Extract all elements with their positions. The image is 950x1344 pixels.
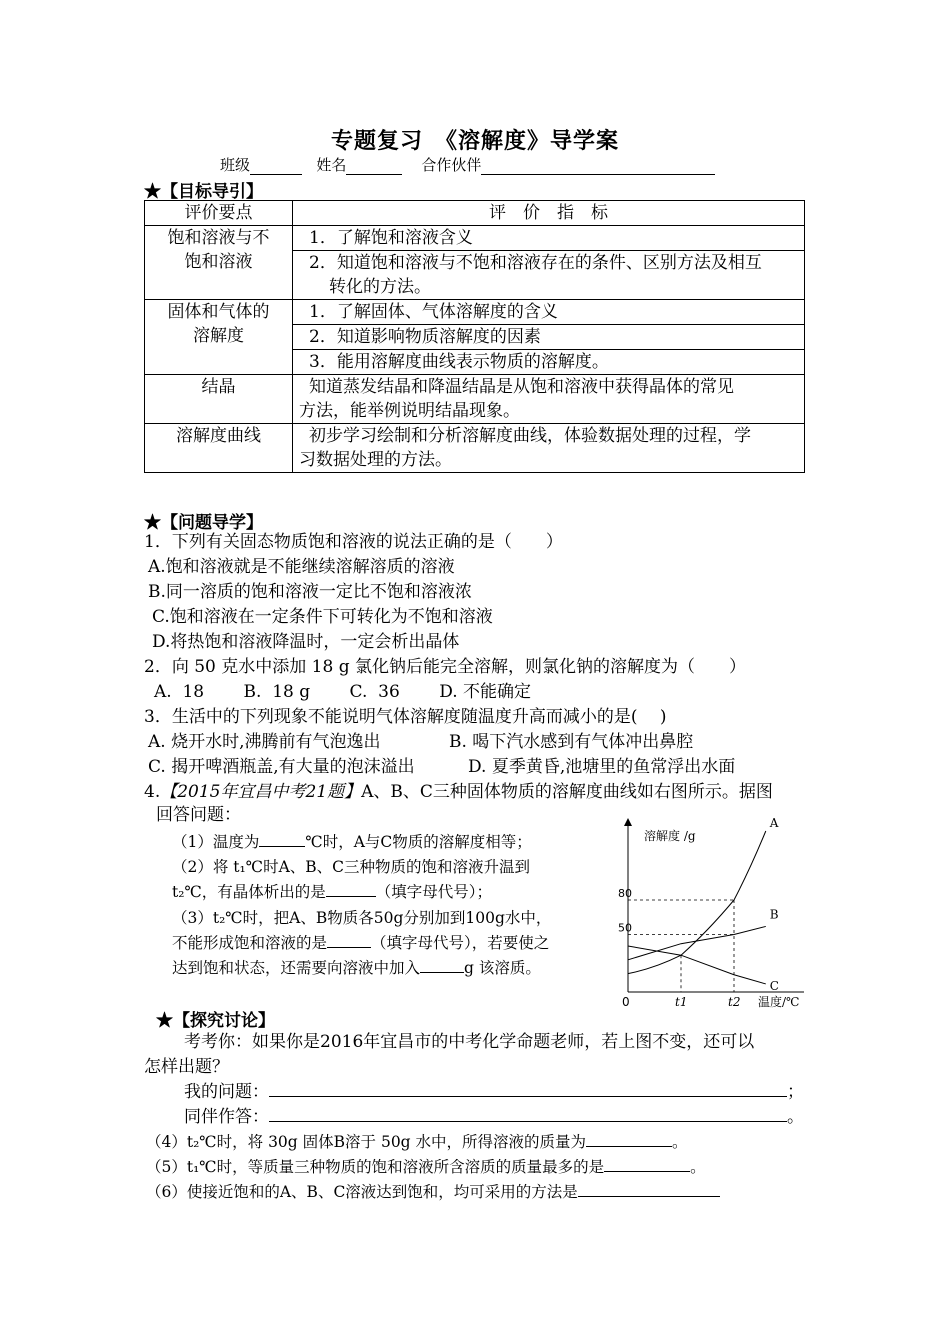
answer-blank[interactable] (604, 1171, 690, 1172)
name-label: 姓名 (316, 156, 347, 174)
partner-answer-blank[interactable] (269, 1121, 787, 1122)
q4-part-2: （2）将 t₁℃时A、B、C三种物质的饱和溶液升温到 (172, 858, 531, 876)
q1-option-d: D.将热饱和溶液降温时，一定会析出晶体 (152, 632, 460, 652)
q4-part-3b: 不能形成饱和溶液的是 （填字母代号），若要使之 (172, 934, 550, 952)
series-a-label: A (769, 816, 779, 830)
table-cell-item: 1．了解饱和溶液含义 (293, 226, 805, 251)
answer-blank[interactable] (578, 1196, 720, 1197)
table-cell-item: 知道蒸发结晶和降温结晶是从饱和溶液中获得晶体的常见 方法，能举例说明结晶现象。 (293, 375, 805, 424)
solubility-chart (608, 814, 808, 1024)
q4-part-4: （4）t₂℃时，将 30g 固体B溶于 50g 水中，所得溶液的质量为 。 (146, 1133, 688, 1151)
table-header-point: 评价要点 (145, 201, 293, 226)
y-tick-label: 50 (618, 921, 632, 935)
series-b-line (628, 926, 766, 959)
series-c-label: C (769, 978, 779, 993)
q4-part-1: （1）温度为 ℃时，A与C物质的溶解度相等； (172, 833, 532, 851)
series-c-line (628, 946, 766, 984)
x-tick-label: t1 (675, 995, 688, 1009)
table-cell-point: 溶解度曲线 (145, 424, 293, 473)
section-explore: ★【探究讨论】 (156, 1011, 275, 1031)
answer-blank[interactable] (259, 846, 305, 847)
q1-option-a: A.饱和溶液就是不能继续溶解溶质的溶液 (148, 557, 455, 577)
q4-part-5: （5）t₁℃时，等质量三种物质的饱和溶液所含溶质的质量最多的是 。 (146, 1158, 706, 1176)
answer-blank[interactable] (420, 972, 464, 973)
meta-row (220, 154, 715, 175)
y-tick-label: 80 (618, 887, 632, 900)
q4-source: 【2015年宜昌中考21题】 (160, 782, 362, 802)
table-cell-item: 初步学习绘制和分析溶解度曲线，体验数据处理的过程，学 习数据处理的方法。 (293, 424, 805, 473)
partner-label: 合作伙伴 (421, 156, 482, 174)
answer-blank[interactable] (327, 947, 371, 948)
x-tick-label: t2 (728, 995, 741, 1009)
q4-part-3c: 达到饱和状态，还需要向溶液中加入 g 该溶质。 (172, 959, 541, 977)
q1-option-b: B.同一溶质的饱和溶液一定比不饱和溶液浓 (148, 582, 472, 602)
q4-part-6: （6）使接近饱和的A、B、C溶液达到饱和，均可采用的方法是 (146, 1180, 720, 1205)
q3-option-b: B. 喝下汽水感到有气体冲出鼻腔 (449, 732, 694, 752)
table-cell-item: 1．了解固体、气体溶解度的含义 (293, 300, 805, 325)
explore-prompt: 考考你：如果你是2016年宜昌市的中考化学命题老师，若上图不变，还可以 (184, 1032, 755, 1052)
q2-options: A. 18 B. 18 g C. 36 D. 不能确定 (154, 682, 532, 702)
q4-part-2b: t₂℃，有晶体析出的是 （填字母代号）； (172, 883, 493, 901)
name-blank[interactable] (346, 160, 402, 175)
series-b-label: B (769, 907, 779, 922)
series-a-line (628, 831, 766, 974)
explore-prompt-2: 怎样出题？ (144, 1057, 229, 1077)
q4-part-3: （3）t₂℃时，把A、B物质各50g分别加到100g水中， (172, 909, 552, 927)
table-cell-point: 固体和气体的溶解度 (145, 300, 293, 375)
table-header-indicator: 评 价 指 标 (293, 201, 805, 226)
partner-answer-row: 同伴作答： 。 (184, 1107, 804, 1127)
my-question-blank[interactable] (269, 1096, 787, 1097)
class-label: 班级 (220, 156, 251, 174)
q1-option-c: C.饱和溶液在一定条件下可转化为不饱和溶液 (152, 607, 493, 627)
section-questions: ★【问题导学】 (144, 513, 263, 533)
table-cell-item: 3．能用溶解度曲线表示物质的溶解度。 (293, 350, 805, 375)
y-axis-label: 溶解度 /g (644, 829, 696, 843)
q1-stem: 1．下列有关固态物质饱和溶液的说法正确的是（ ） (144, 532, 563, 552)
q3-stem: 3．生活中的下列现象不能说明气体溶解度随温度升高而减小的是( ) (144, 707, 667, 727)
page-title: 专题复习 《溶解度》导学案 (330, 128, 619, 154)
q3-option-d: D. 夏季黄昏,池塘里的鱼常浮出水面 (468, 757, 736, 777)
class-blank[interactable] (250, 160, 302, 175)
q4-stem: 4.【2015年宜昌中考21题】A、B、C三种固体物质的溶解度曲线如右图所示。据图 (144, 782, 773, 802)
table-cell-item: 2．知道饱和溶液与不饱和溶液存在的条件、区别方法及相互 转化的方法。 (293, 251, 805, 300)
partner-blank[interactable] (481, 160, 715, 175)
table-cell-point: 结晶 (145, 375, 293, 424)
table-cell-point: 饱和溶液与不饱和溶液 (145, 226, 293, 300)
q3-option-a: A. 烧开水时,沸腾前有气泡逸出 (148, 732, 381, 752)
q2-stem: 2．向 50 克水中添加 18 g 氯化钠后能完全溶解，则氯化钠的溶解度为（ ） (144, 657, 746, 677)
x-axis-label: 温度/℃ (758, 995, 800, 1009)
section-goals: ★【目标导引】 (144, 182, 263, 202)
my-question-row: 我的问题： ； (184, 1082, 804, 1102)
q3-option-c: C. 揭开啤酒瓶盖,有大量的泡沫溢出 (148, 757, 415, 777)
answer-blank[interactable] (586, 1146, 672, 1147)
q4-stem-2: 回答问题： (156, 805, 241, 825)
goals-table (144, 200, 805, 473)
origin-label: 0 (622, 995, 630, 1009)
table-cell-item: 2．知道影响物质溶解度的因素 (293, 325, 805, 350)
answer-blank[interactable] (326, 896, 376, 897)
